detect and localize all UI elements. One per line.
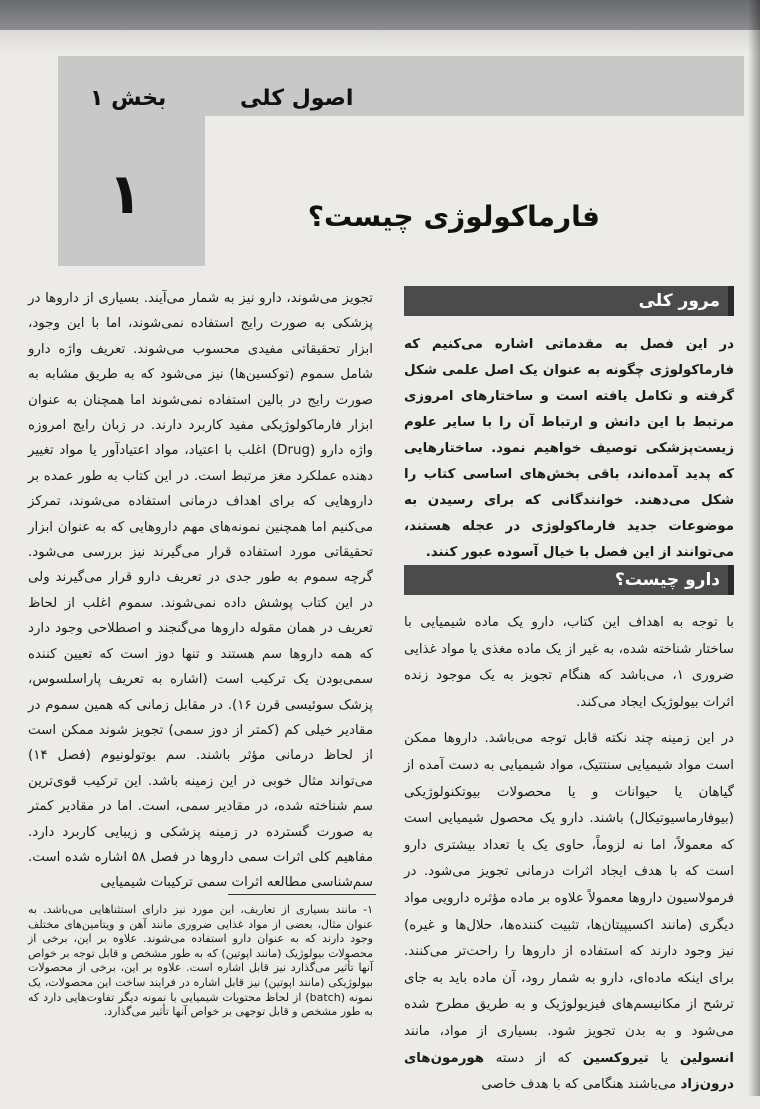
drug-notes-text: در این زمینه چند نکته قابل توجه می‌باشد. داروها ممکن است مواد شیمیایی سنتتیک، مواد شیمیایی به دست آمده از گیاهان یا حیوانات و یا محصولات بیوتکنولوژیکی (بیوفارماسیوتیکال) باشند. دارو یک محصول شیمیایی است که معمولاً، اما نه لزوماً، حاوی یک یا تعداد بیشتری دارو است که با هدف ایجاد اثرات درمانی تجویز می‌شود. در فرمولاسیون داروها معمولاً علاوه بر ماده مؤثره دارویی مواد دیگری (مانند اکسیپیتان‌ها، تثبیت کننده‌ها، حلال‌ها و غیره) نیز وجود دارند که استفاده از داروها را راحت‌تر می‌کنند. برای اینکه ماده‌ای، دارو به شمار رود، آن ماده باید به جای ترشح از مکانیسم‌های فیزیولوژیک و به طریق مطرح شده می‌شود و به بدن تجویز شود. بسیاری از مواد، مانند	[404, 731, 734, 1039]
keyword-insulin: انسولین	[679, 1050, 735, 1066]
keyword-endogenous-hormones: هورمون‌های درون‌زاد	[404, 1050, 734, 1093]
overview-text: در این فصل به مقدماتی اشاره می‌کنیم که فارماکولوژی چگونه به عنوان یک اصل علمی شکل گرفته و تکامل یافته است و ساختارهای امروزی مرتبط با این دانش و ارتباط آن را با سایر علوم زیست‌پزشکی توصیف خواهیم نمود. ساختارهایی که پدید آمده‌اند، باقی بخش‌های اساسی کتاب را شکل می‌دهند. خوانندگانی که برای رسیدن به موضوعات جدید فارماکولوژی در عجله هستند، می‌توانند از این فصل با خیال آسوده عبور کنند.	[404, 337, 734, 560]
chapter-title: فارماکولوژی چیست؟	[307, 200, 600, 233]
left-column	[28, 286, 373, 896]
page-edge	[0, 30, 760, 54]
binding-shadow	[748, 0, 760, 1096]
what-is-drug-section	[404, 610, 734, 1109]
chapter-number: ۱	[108, 162, 143, 227]
keyword-thyroxine: تیروکسین	[582, 1050, 649, 1066]
overview-section	[404, 332, 734, 566]
connector-text-2: که از دسته	[484, 1050, 583, 1066]
footnote: ۱- مانند بسیاری از تعاریف، این مورد نیز دارای استثناهایی می‌باشد. به عنوان مثال، بعضی از مواد غذایی ضروری مانند آهن و ویتامین‌های مختلف وجود دارند که به عنوان دارو استفاده می‌شوند. علاوه بر این، برخی از محصولات بیولوژیک (مانند اپوتین) که به طور مشخص و قابل توجه بر خواص آنها تأثیر می‌گذارد نیز قابل اشاره است. علاوه بر این، برخی از محصولات بیولوژیکی (مانند اپوتین) نیز قابل اشاره در فرایند ساخت این محصولات، یک نمونه (batch) از لحاظ محتویات شیمیایی با نمونه دیگر تفاوت‌هایی دارد که به طور مشخص و قابل توجهی بر خواص آنها تأثیر می‌گذارد.	[28, 903, 373, 1019]
drug-definition-paragraph: با توجه به اهداف این کتاب، دارو یک ماده شیمیایی با ساختار شناخته شده، به غیر از یک ماده مغذی یا مواد غذایی ضروری ۱، می‌باشد که هنگام تجویز به یک موجود زنده اثرات بیولوژیک ایجاد می‌کند.	[404, 615, 734, 710]
drug-notes-paragraph	[404, 726, 734, 1098]
part-title: اصول کلی	[240, 86, 354, 111]
left-column-text: تجویز می‌شوند، دارو نیز به شمار می‌آیند. بسیاری از داروها در پزشکی به صورت رایج استفاده نمی‌شوند، اما با این وجود، ابزار تحقیقاتی مفیدی محسوب می‌شوند. تعریف واژه دارو شامل سموم (توکسین‌ها) نیز می‌شود که به طریق مشابه به صورت رایج در بالین استفاده نمی‌شوند اما همچنان به عنوان ابزار فارماکولوژیکی مفید کاربرد دارند. در زبان رایج امروزه واژه دارو (Drug) اغلب با اعتیاد، مواد اعتیادآور یا مواد تغییر دهنده عملکرد مغز مرتبط است. در این کتاب به طور عمده بر داروهایی که برای اهداف درمانی استفاده می‌شوند، تمرکز می‌کنیم اما همچنین نمونه‌های مهم داروهایی که به عنوان ابزار تحقیقاتی مورد استفاده قرار می‌گیرند نیز بررسی می‌شود. گرچه سموم به طور جدی در تعریف دارو قرار می‌گیرند ولی در این کتاب پوشش داده نمی‌شوند. سموم اغلب از لحاظ تعریف در همان مقوله داروها می‌گنجند و اصطلاحی وجود دارد که همه داروها سم هستند و تنها دوز است که تعیین کننده سمی‌بودن یک ترکیب است (اشاره به تعریف پاراسلسوس، پزشک سوئیسی قرن ۱۶). در مقابل زمانی که همین سموم در مقادیر خیلی کم (کمتر از دوز سمی) تجویز شوند ممکن است از لحاظ درمانی مؤثر باشند. سم بوتولونیوم (فصل ۱۴) می‌تواند مثال خوبی در این زمینه باشد. این ترکیب قوی‌ترین سم شناخته شده، در مقادیر سمی، است. اما در مقادیر کمتر به صورت گسترده در زمینه پزشکی و زیبایی کاربرد دارد. مفاهیم کلی اثرات سمی داروها در فصل ۵۸ اشاره شده است. سم‌شناسی مطالعه اثرات سمی ترکیبات شیمیایی	[28, 291, 373, 891]
overview-heading: مرور کلی	[404, 286, 734, 316]
part-number: بخش ۱	[90, 86, 167, 111]
what-is-drug-heading: دارو چیست؟	[404, 565, 734, 595]
connector-text: یا	[648, 1050, 680, 1066]
page-top-band	[0, 0, 760, 30]
drug-notes-end: می‌باشند هنگامی که با هدف خاصی	[481, 1077, 681, 1093]
footnote-divider	[228, 894, 376, 895]
